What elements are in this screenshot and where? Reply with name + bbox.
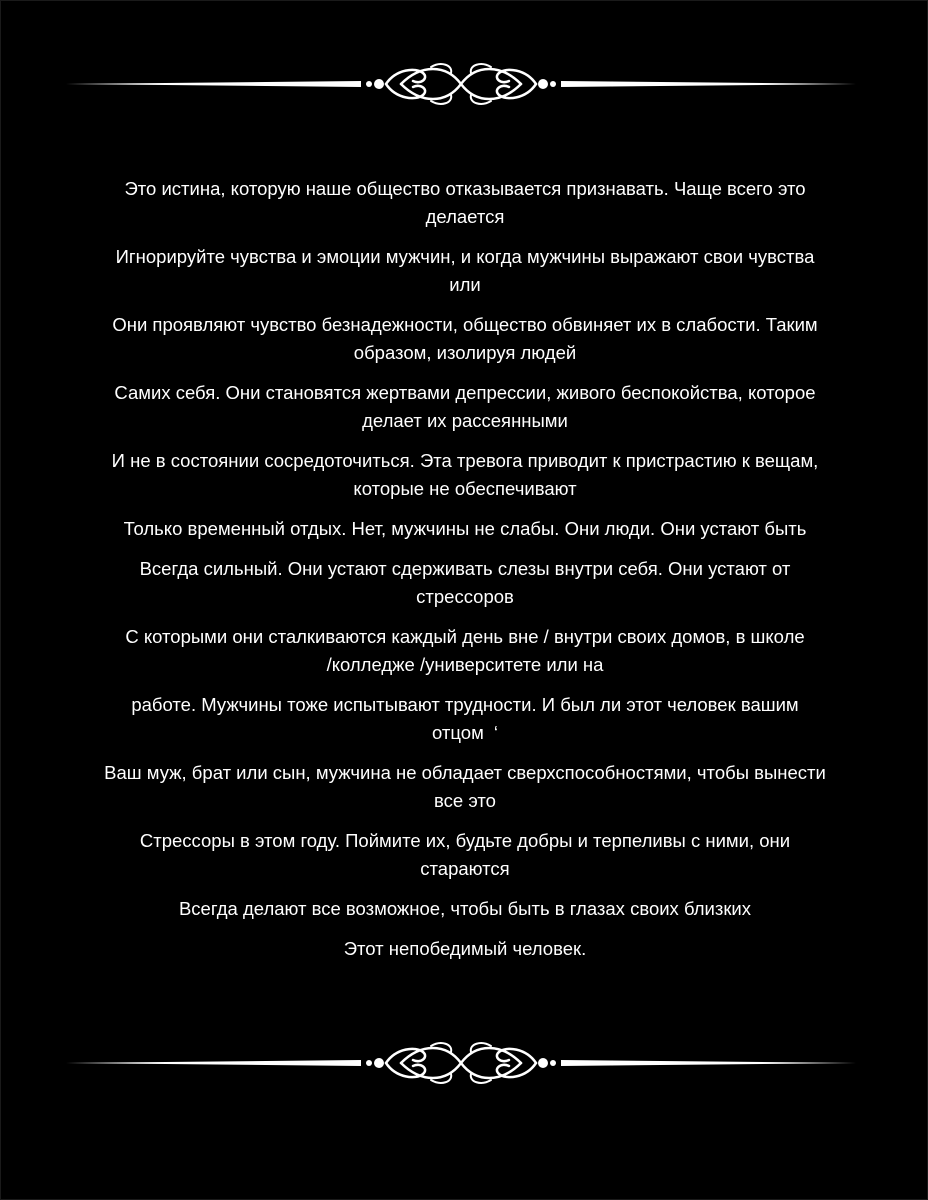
paragraph-line: Стрессоры в этом году. Поймите их, будьте добры и терпеливы с ними, они [139,830,791,851]
paragraph [81,555,849,611]
paragraph-line: отцом [432,722,484,743]
paragraph-line: стараются [420,858,510,879]
paragraph-line: Самих себя. Они становятся жертвами депрессии, живого беспокойства, которое [114,382,816,403]
paragraph-line: Всегда делают все возможное, чтобы быть в глазах своих близких [178,898,752,919]
paragraph-line: которые не обеспечивают [353,478,577,499]
paragraph [81,447,849,503]
paragraph-line: делает их рассеянными [362,410,568,431]
paragraph [81,515,849,543]
paragraph [81,175,849,231]
paragraph-line: стрессоров [416,586,514,607]
paragraph-line: или [449,274,481,295]
paragraph-line: делается [425,206,505,227]
body-text [81,175,849,975]
paragraph-line: образом, изолируя людей [353,342,577,363]
paragraph [81,243,849,299]
paragraph-line: Ваш муж, брат или сын, мужчина не обладает сверхспособностями, чтобы вынести [104,762,826,783]
paragraph-line: Они проявляют чувство безнадежности, общество обвиняет их в слабости. Таким [112,314,818,335]
paragraph-line: Только временный отдых. Нет, мужчины не слабы. Они люди. Они устают быть [123,518,807,539]
paragraph-line: Всегда сильный. Они устают сдерживать слезы внутри себя. Они устают от [139,558,791,579]
paragraph [81,895,849,923]
paragraph [81,935,849,963]
paragraph-line: С которыми они сталкиваются каждый день вне / внутри своих домов, в школе [125,626,805,647]
paragraph-line: Игнорируйте чувства и эмоции мужчин, и когда мужчины выражают свои чувства [115,246,815,267]
paragraph [81,759,849,815]
paragraph [81,379,849,435]
paragraph-line: Это истина, которую наше общество отказывается признавать. Чаще всего это [124,178,806,199]
stray-quote-mark: ‘ [493,722,498,743]
flourish-divider-icon [61,1038,861,1088]
paragraph-line: /колледже /университете или на [326,654,604,675]
paragraph-line: все это [434,790,496,811]
paragraph-line-wrap [81,719,849,747]
paragraph [81,827,849,883]
flourish-divider-icon [61,59,861,109]
paragraph-line: И не в состоянии сосредоточиться. Эта тревога приводит к пристрастию к вещам, [111,450,819,471]
paragraph [81,623,849,679]
paragraph [81,691,849,747]
paragraph-line: работе. Мужчины тоже испытывают трудности. И был ли этот человек вашим [131,694,799,715]
paragraph-line: Этот непобедимый человек. [343,938,587,959]
paragraph [81,311,849,367]
